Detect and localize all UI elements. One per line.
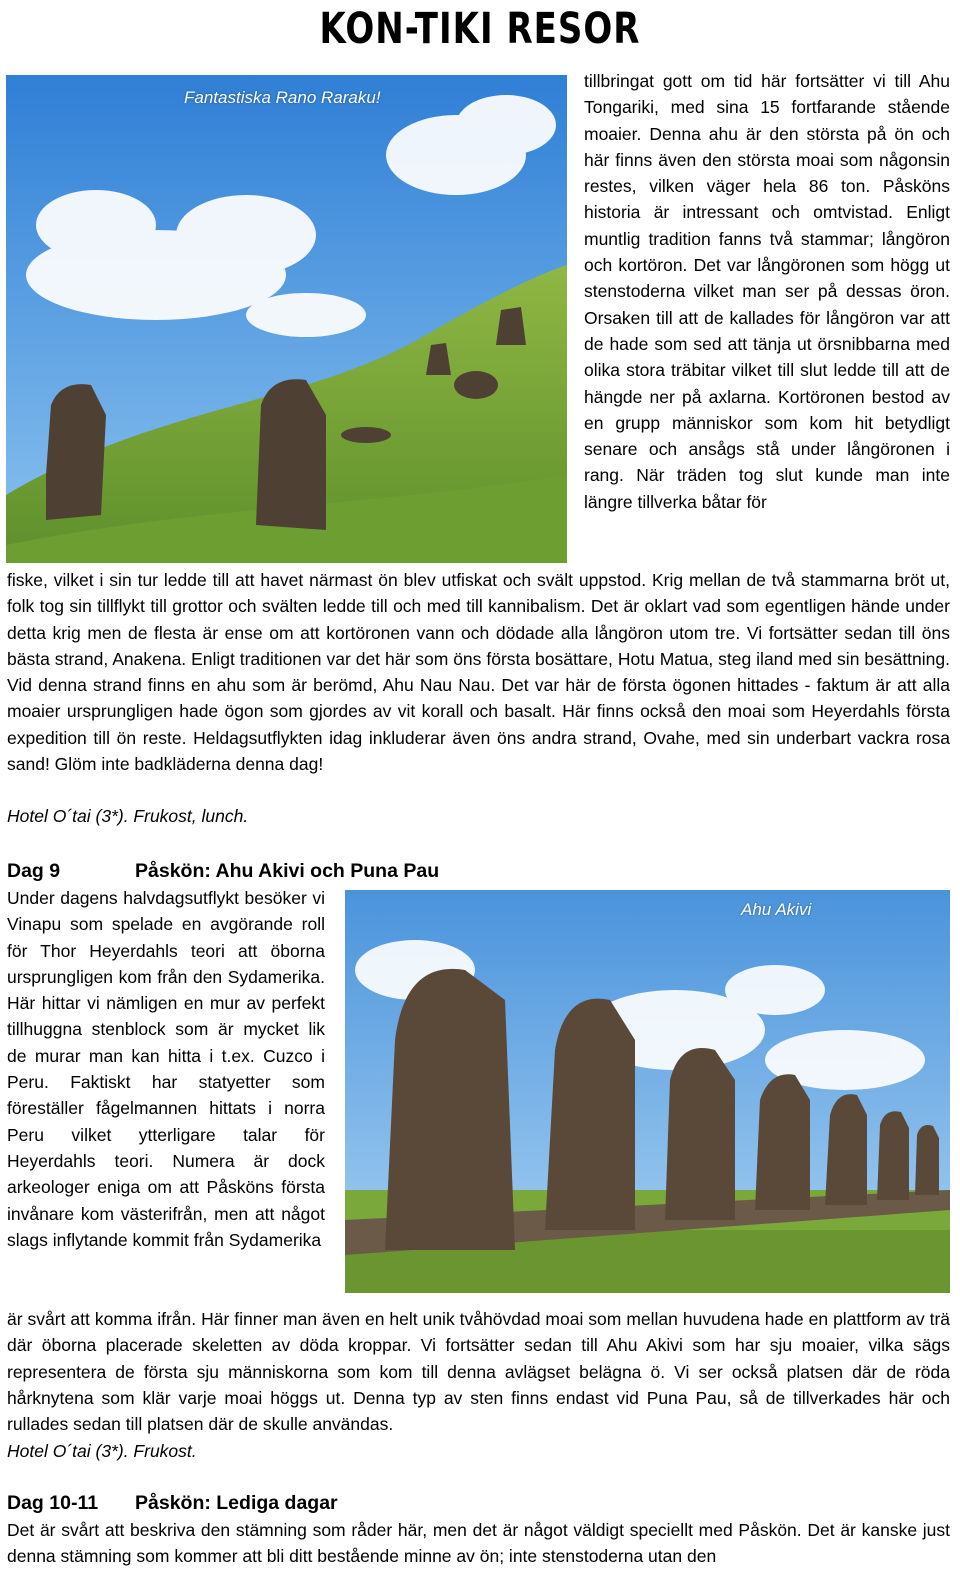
ahu-akivi-photo xyxy=(345,890,950,1293)
day10-label: Dag 10-11 xyxy=(7,1492,99,1514)
day9-hotel: Hotel O´tai (3*). Frukost. xyxy=(7,1441,197,1461)
day9-title: Påskön: Ahu Akivi och Puna Pau xyxy=(135,860,440,882)
day9-heading xyxy=(7,858,439,884)
intro-full-width: fiske, vilket i sin tur ledde till att havet närmast ön blev utfiskat och svält uppstod. Krig mellan de två stammarna bröt ut, folk tog sin tillflykt till grottor och svälten ledde till och med till kannibalism. Det är oklart vad som egentligen hände under detta krig men de flesta är ense om att kortöronen vann och dödade alla långöron utom tre. Vi fortsätter sedan till öns bästa strand, Anakena. Enligt traditionen var det här som öns första bosättare, Hotu Matua, steg iland med sin besättning. Vid denna strand finns en ahu som är berömd, Ahu Nau Nau. Det var här de första ögonen hittades - faktum är att alla moaier ursprungligen hade ögon som gjordes av vit korall och basalt. Här finns också den moai som Heyerdahls första expedition till ön reste. Heldagsutflykten idag inkluderar även öns andra strand, Ovahe, med sin underbart vackra rosa sand! Glöm inte badkläderna denna dag! xyxy=(7,570,950,775)
brand-logo: KON-TIKI RESOR xyxy=(319,4,641,54)
day9-full-width: är svårt att komma ifrån. Här finner man även en helt unik tvåhövdad moai som mellan huvudena hade en plattform av trä där öborna placerade skeletten av döda kroppar. Vi fortsätter sedan till Ahu Akivi som har sju moaier, vilka sägs representera de första sju människorna som kom till denna avlägset belägna ö. Vi ser också platsen där de röda hårknytena som klär varje moai höggs ut. Denna typ av sten finns endast vid Puna Pau, så de tillverkades här och rullades sedan till platsen där de skulle användas. xyxy=(7,1309,950,1435)
day10-text: Det är svårt att beskriva den stämning som råder här, men det är något väldigt speciellt med Påskön. Det är kanske just denna stämning som kommer att bli ditt bestående minne av ön; inte stenstoderna utan den xyxy=(7,1520,950,1567)
rano-raraku-photo xyxy=(6,75,567,563)
day10-heading xyxy=(7,1490,338,1516)
day9-left-column: Under dagens halvdagsutflykt besöker vi Vinapu som spelade en avgörande roll för Thor Heyerdahls teori att öborna ursprungligen kom från den Sydamerika. Här hittar vi nämligen en mur av perfekt tillhuggna stenblock som är mycket lik de murar man kan hitta i t.ex. Cuzco i Peru. Faktiskt har statyetter som föreställer fågelmannen hittats i norra Peru vilket ytterligare talar för Heyerdahls teori. Numera är dock arkeologer eniga om att Påsköns första invånare kom västerifrån, men att något slags inflytande kommit från Sydamerika xyxy=(7,888,325,1250)
day9-label: Dag 9 xyxy=(7,860,61,882)
photo-caption-ahu-akivi: Ahu Akivi xyxy=(741,900,812,919)
intro-hotel: Hotel O´tai (3*). Frukost, lunch. xyxy=(7,806,249,826)
photo-caption-rano-raraku: Fantastiska Rano Raraku! xyxy=(184,88,381,107)
day10-title: Påskön: Lediga dagar xyxy=(135,1492,338,1514)
intro-right-column: tillbringat gott om tid här fortsätter vi till Ahu Tongariki, med sina 15 fortfarande stående moaier. Denna ahu är den största på ön och här finns även den största moai som någonsin restes, vilken väger hela 86 ton. Påsköns historia är intressant och omtvistad. Enligt muntlig tradition fanns två stammar; långöron och kortöron. Det var långöronen som högg ut stenstoderna vilket man ser på dessas öron. Orsaken till att de kallades för långöron var att de hade som sed att tänja ut örsnibbarna med olika stora träbitar vilket till slut ledde till att de hängde ner på axlarna. Kortöronen bestod av en grupp människor som kom hit betydligt senare och ansågs stå under långöronen i rang. När träden tog slut kunde man inte längre tillverka båtar för xyxy=(584,71,950,512)
